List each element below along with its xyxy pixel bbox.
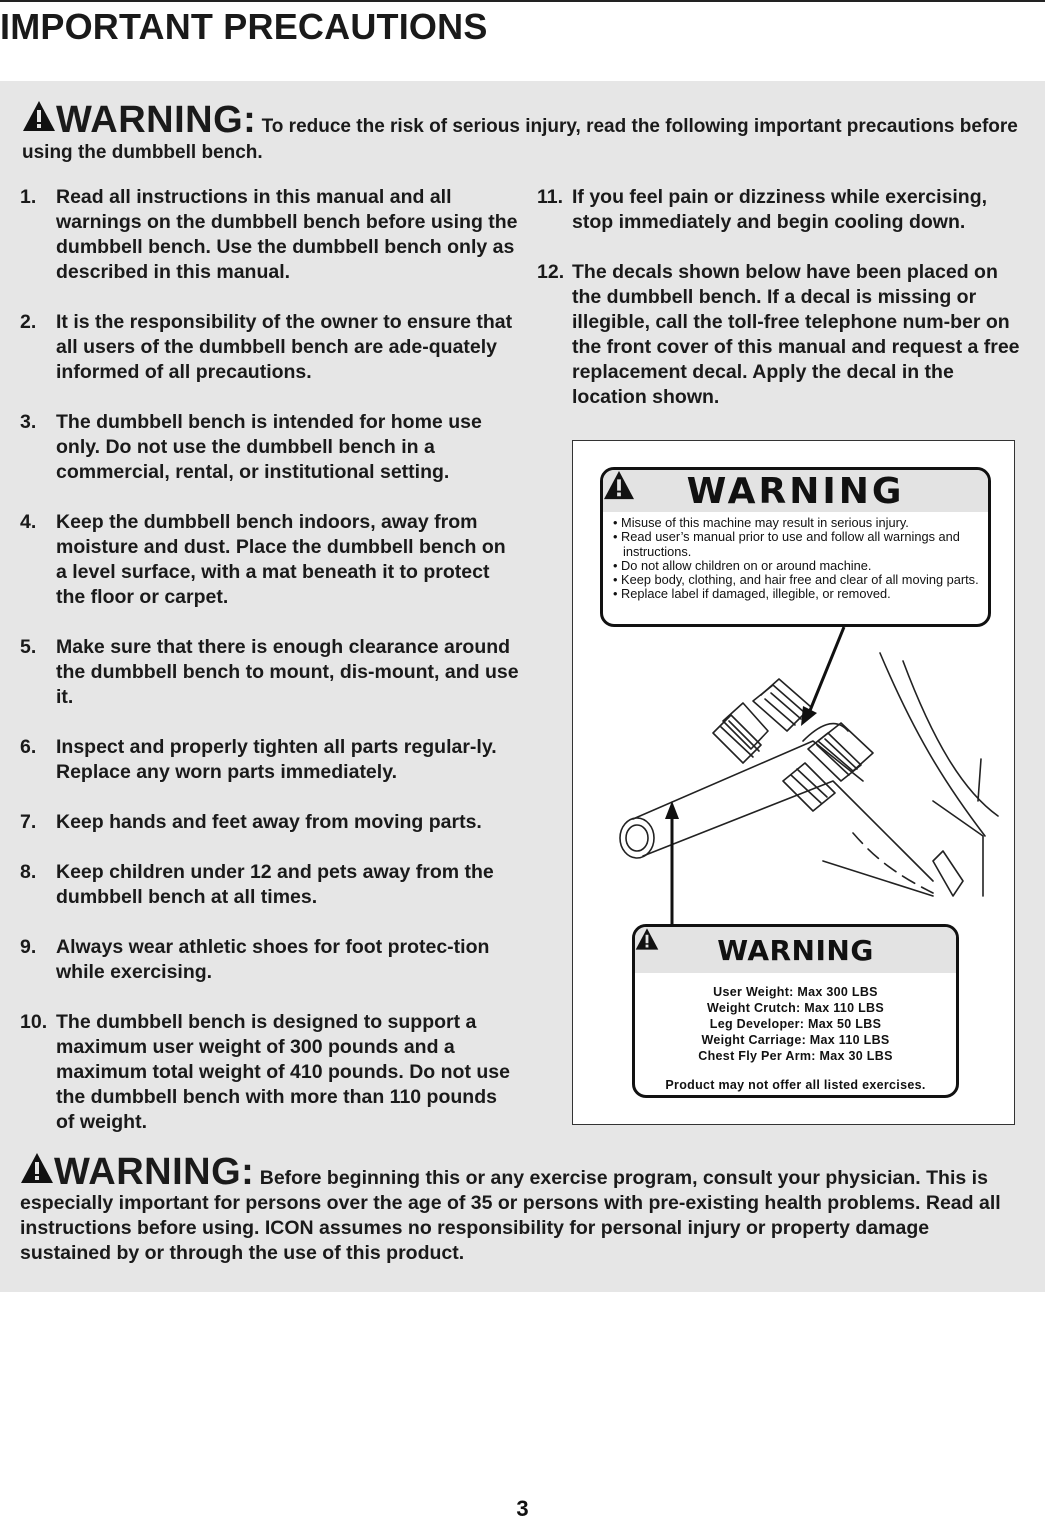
decal-1-item: • Do not allow children on or around machine. <box>613 557 872 573</box>
precaution-item <box>20 410 520 485</box>
precaution-number: 2. <box>20 311 37 333</box>
precaution-text: It is the responsibility of the owner to ensure that all users of the dumbbell bench are ade-quately informed of all precautions. <box>56 311 513 383</box>
precaution-text: Inspect and properly tighten all parts regular-ly. Replace any worn parts immediately. <box>56 736 497 783</box>
decal-1-item: • Read user’s manual prior to use and follow all warnings and instructions. <box>613 529 960 559</box>
precaution-text: Make sure that there is enough clearance around the dumbbell bench to mount, dis-mount, and use it. <box>56 636 519 708</box>
warning-bottom-text: Before beginning this or any exercise program, consult your physician. This is especially important for persons over the age of 35 or persons with pre-existing health problems. Read all instructions before using. ICON assumes no responsibility for personal injury or property damage sustained by or through the use of this product. <box>20 1167 1001 1264</box>
weight-limit-line: Leg Developer: Max 50 LBS <box>709 1017 882 1031</box>
precaution-text: If you feel pain or dizziness while exercising, stop immediately and begin cooling down. <box>572 186 988 233</box>
precaution-number: 9. <box>20 936 37 958</box>
decal-1-list <box>603 516 988 602</box>
decal-1-item-text: Read user’s manual prior to use and follow all warnings and instructions. <box>621 529 960 559</box>
precaution-text: Read all instructions in this manual and all warnings on the dumbbell bench before using the dumbbell bench. Use the dumbbell bench only as described in this manual. <box>56 186 518 283</box>
weight-limit-line: User Weight: Max 300 LBS <box>713 985 878 999</box>
precaution-item <box>537 260 1032 410</box>
precaution-number: 6. <box>20 736 37 758</box>
decal-1-item: • Replace label if damaged, illegible, or removed. <box>613 586 891 602</box>
precaution-number: 11. <box>537 186 564 208</box>
precaution-text: Keep hands and feet away from moving parts. <box>56 811 482 833</box>
decal-1-item: • Misuse of this machine may result in serious injury. <box>613 515 909 530</box>
decal-2-heading <box>635 927 956 973</box>
precaution-number: 3. <box>20 411 37 433</box>
warning-triangle-icon <box>635 927 659 951</box>
top-rule <box>0 0 1045 2</box>
precaution-item <box>20 810 520 835</box>
warning-bottom <box>20 1152 1025 1266</box>
warning-word: WARNING: <box>56 99 257 141</box>
precaution-number: 1. <box>20 186 37 208</box>
decal-1-heading-text: WARNING <box>686 471 905 512</box>
precaution-number: 5. <box>20 636 37 658</box>
precaution-text: Keep children under 12 and pets away from the dumbbell bench at all times. <box>56 861 494 908</box>
page-title: IMPORTANT PRECAUTIONS <box>0 6 488 47</box>
weight-limit-line: Weight Carriage: Max 110 LBS <box>701 1033 890 1047</box>
decal-2-heading-text: WARNING <box>717 934 874 967</box>
precaution-item <box>20 510 520 610</box>
warning-word: WARNING: <box>54 1151 255 1193</box>
precautions-list-right <box>537 185 1032 435</box>
decal-location-figure <box>572 440 1015 1125</box>
decal-1-item-text: Replace label if damaged, illegible, or removed. <box>621 586 891 602</box>
precaution-item <box>20 860 520 910</box>
precaution-item <box>537 185 1032 235</box>
decal-1-item-text: Misuse of this machine may result in serious injury. <box>621 515 909 530</box>
precaution-item <box>20 310 520 385</box>
warning-top <box>22 100 1032 166</box>
decal-2-limits <box>635 984 956 1064</box>
precaution-item <box>20 1010 520 1135</box>
warning-triangle-icon <box>22 100 56 140</box>
precaution-number: 7. <box>20 811 37 833</box>
warning-triangle-icon <box>20 1152 54 1191</box>
warning-decal-weight-limits <box>632 924 959 1098</box>
weight-limit-line: Weight Crutch: Max 110 LBS <box>706 1001 885 1015</box>
precaution-number: 10. <box>20 1011 48 1033</box>
weight-limit-line: Chest Fly Per Arm: Max 30 LBS <box>698 1049 893 1063</box>
precaution-number: 12. <box>537 261 565 283</box>
precaution-number: 4. <box>20 511 37 533</box>
decal-2-note: Product may not offer all listed exercises. <box>665 1078 926 1092</box>
precaution-item <box>20 735 520 785</box>
decal-1-heading <box>603 470 988 512</box>
precaution-text: The decals shown below have been placed on the dumbbell bench. If a decal is missing or illegible, call the toll-free telephone num-ber on the front cover of this manual and request a free replacement decal. Apply the decal in the location shown. <box>572 261 1020 408</box>
precautions-list-left <box>20 185 520 1160</box>
decal-1-item-text: Keep body, clothing, and hair free and clear of all moving parts. <box>621 572 979 588</box>
warning-top-text: To reduce the risk of serious injury, read the following important precautions before using the dumbbell bench. <box>22 116 1018 163</box>
precaution-item <box>20 185 520 285</box>
warning-decal-instructions <box>600 467 991 627</box>
precaution-item <box>20 935 520 985</box>
precaution-item <box>20 635 520 710</box>
precaution-number: 8. <box>20 861 37 883</box>
precaution-text: Keep the dumbbell bench indoors, away from moisture and dust. Place the dumbbell bench on a level surface, with a mat beneath it to protect the floor or carpet. <box>56 511 506 608</box>
warning-triangle-icon <box>603 470 635 500</box>
precaution-text: The dumbbell bench is designed to support a maximum user weight of 300 pounds and a maximum total weight of 410 pounds. Do not use the dumbbell bench with more than 110 pounds of weight. <box>56 1011 510 1133</box>
page-number: 3 <box>516 1496 529 1521</box>
precaution-text: The dumbbell bench is intended for home use only. Do not use the dumbbell bench in a commercial, rental, or institutional setting. <box>56 411 482 483</box>
decal-1-item-text: Do not allow children on or around machine. <box>621 557 872 573</box>
precaution-text: Always wear athletic shoes for foot protec-tion while exercising. <box>56 936 490 983</box>
decal-1-item: • Keep body, clothing, and hair free and clear of all moving parts. <box>613 572 979 588</box>
